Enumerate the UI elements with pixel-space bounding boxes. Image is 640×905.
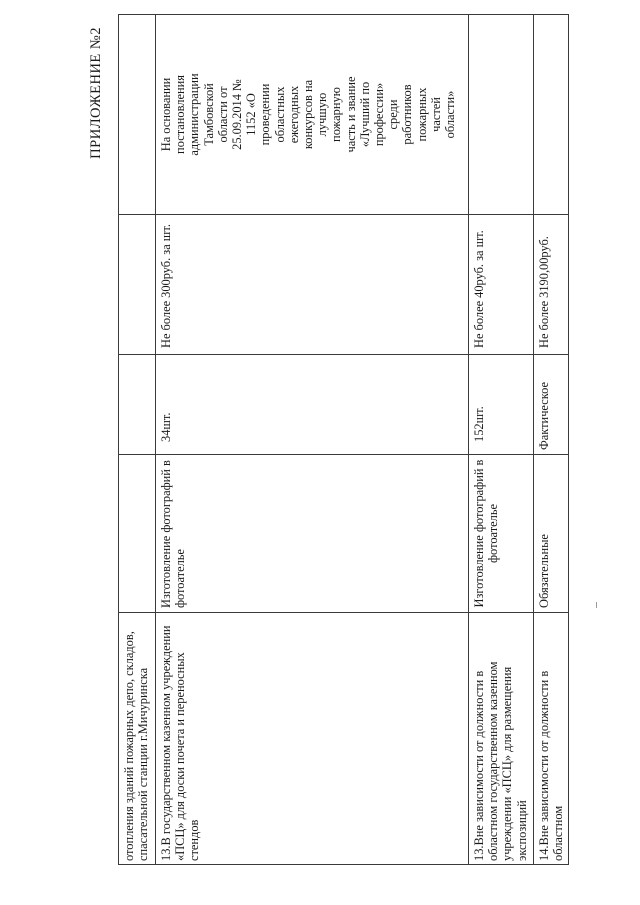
table-row: [119, 15, 156, 865]
cell-qty: 34шт.: [156, 355, 469, 455]
cell-basis: [469, 15, 534, 215]
cell-qty: 152шт.: [469, 355, 534, 455]
requirements-table: [118, 14, 569, 865]
cell-item: Изготовление фотографий в фотоателье: [156, 455, 469, 613]
cell-basis: [534, 15, 569, 215]
cell-name: 14.Вне зависимости от должности в областном: [534, 613, 569, 865]
cell-basis: [119, 15, 156, 215]
rotated-content: [86, 15, 566, 865]
appendix-title: ПРИЛОЖЕНИЕ №2: [88, 27, 104, 159]
cell-qty: [119, 355, 156, 455]
table-row: [156, 15, 469, 865]
table-row: [534, 15, 569, 865]
cell-price: Не более 3190,00руб.: [534, 215, 569, 355]
cell-qty: Фактическое: [534, 355, 569, 455]
cell-item: Изготовление фотографий в фотоателье: [469, 455, 534, 613]
cell-price: [119, 215, 156, 355]
cell-item: Обязательные: [534, 455, 569, 613]
cell-basis: На основании постановления администрации Тамбовской области от 25.09.2014 № 1152 «О проведении областных ежегодных конкурсов на лучшую пожарную часть и звание «Лучший по профессии» среди работников пожарных частей области»: [156, 15, 469, 215]
cell-name: 13.Вне зависимости от должности в областном государственном казенном учреждении «ПСЦ» для размещения экспозиций: [469, 613, 534, 865]
cell-item: [119, 455, 156, 613]
cell-price: Не более 300руб. за шт.: [156, 215, 469, 355]
scan-artifact: [596, 602, 597, 608]
cell-name: 13.В государственном казенном учреждении «ПСЦ» для доски почета и переносных стендов: [156, 613, 469, 865]
cell-name: отопления зданий пожарных депо, складов, спасательной станции г.Мичуринска: [119, 613, 156, 865]
cell-price: Не более 40руб. за шт.: [469, 215, 534, 355]
table-row: [469, 15, 534, 865]
